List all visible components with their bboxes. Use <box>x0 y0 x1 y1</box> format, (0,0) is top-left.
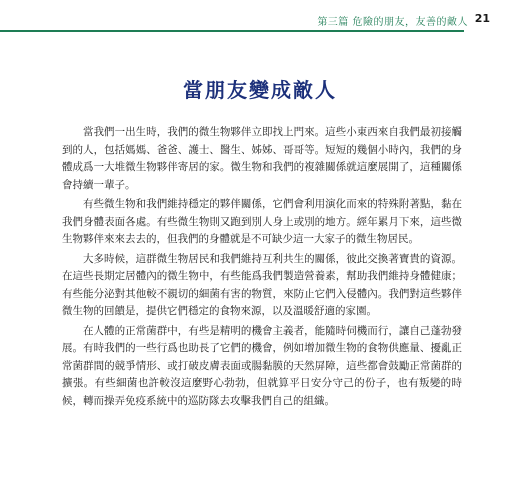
article-body <box>62 124 462 412</box>
paragraph: 當我們一出生時，我們的微生物夥伴立即找上門來。這些小東西來自我們最初接觸到的人，包括媽媽、爸爸、護士、醫生、姊姊、哥哥等。短短的幾個小時內，我們的身體成爲一大堆微生物夥伴寄居的家。微生物和我們的複雜關係就這麼展開了，這種關係會持續一輩子。 <box>62 126 462 191</box>
paragraph: 有些微生物和我們維持穩定的夥伴關係，它們會利用演化而來的特殊附著點，黏在我們身體表面各處。有些微生物則又跑到別人身上或別的地方。經年累月下來，這些微生物夥伴來來去去的，但我們的身體就是不可缺少這一大家子的微生物居民。 <box>62 198 462 245</box>
chapter-title: 當朋友變成敵人 <box>183 78 337 102</box>
header-rule <box>0 30 464 32</box>
page-number: 21 <box>474 12 490 25</box>
paragraph: 在人體的正常菌群中，有些是精明的機會主義者，能隨時伺機而行，讓自己蓬勃發展。有時我們的一些行爲也助長了它們的機會，例如增加微生物的食物供應量、擾亂正常菌群間的競爭情形、或打破皮膚表面或腸黏膜的天然屏障，這些都會鼓勵正常菌群的擴張。有些細菌也許較沒這麼野心勃勃，但就算平日安分守己的份子，也有叛變的時候，轉而操弄免疫系統中的巡防隊去攻擊我們自己的組織。 <box>62 324 462 407</box>
running-title: 第三篇 危險的朋友，友善的敵人 <box>317 17 468 28</box>
running-header <box>0 0 520 48</box>
paragraph: 大多時候，這群微生物居民和我們維持互利共生的關係，彼此交換著寶貴的資源。在這些長期定居體內的微生物中，有些能爲我們製造營養素，幫助我們維持身體健康；有些能分泌對其他較不親切的細菌有害的物質，來防止它們入侵體內。我們對這些夥伴微生物的回饋是，提供它們穩定的食物來源，以及溫暖舒適的家園。 <box>62 252 462 317</box>
